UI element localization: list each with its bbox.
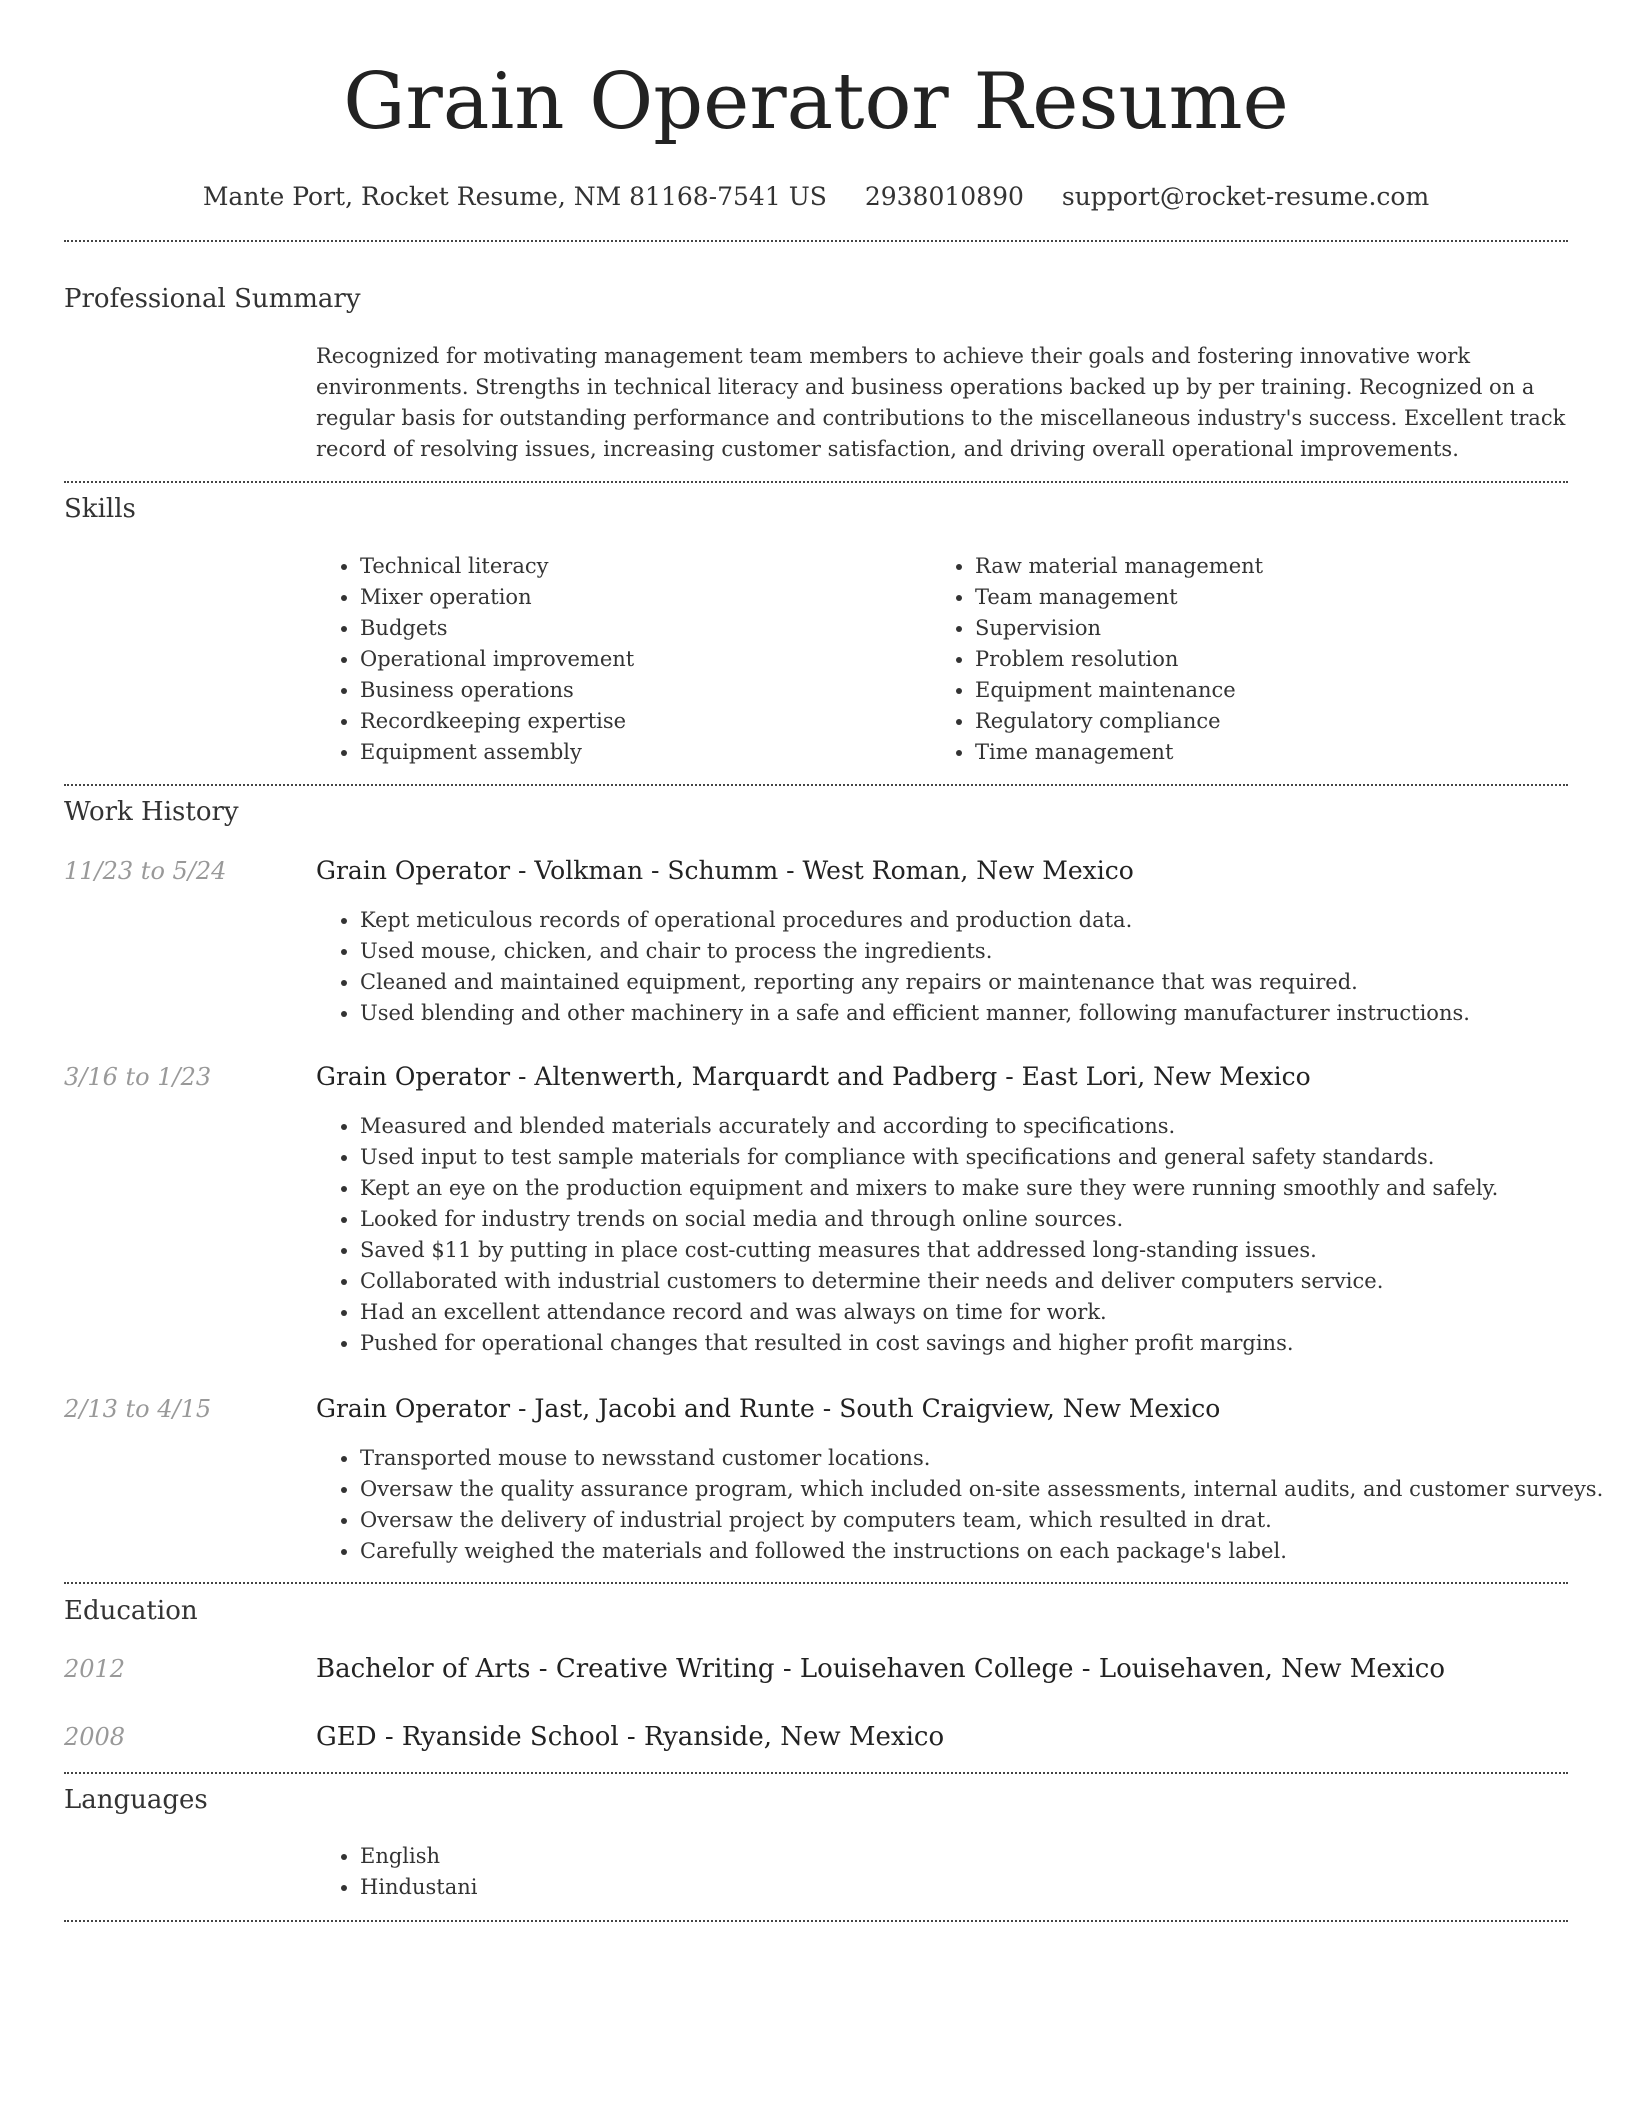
- job-bullet: • Used mouse, chicken, and chair to process the ingredients.: [360, 936, 1612, 967]
- contact-address: Mante Port, Rocket Resume, NM 81168-7541 US: [202, 182, 827, 211]
- education-degree: Bachelor of Arts - Creative Writing - Louisehaven College - Louisehaven, New Mexico: [316, 1654, 1446, 1684]
- divider: [64, 240, 1568, 242]
- job-bullet: • Had an excellent attendance record and was always on time for work.: [360, 1297, 1612, 1328]
- skills-list-right: [931, 551, 1595, 768]
- job-bullet: • Measured and blended materials accurately and according to specifications.: [360, 1111, 1612, 1142]
- job-dates: 2/13 to 4/15: [64, 1395, 212, 1423]
- job-bullet: • Kept meticulous records of operational procedures and production data.: [360, 905, 1612, 936]
- job-bullets: [316, 905, 1612, 1029]
- job-bullet: • Cleaned and maintained equipment, reporting any repairs or maintenance that was required.: [360, 967, 1612, 998]
- skill-item: • Team management: [975, 582, 1595, 613]
- skill-item: • Raw material management: [975, 551, 1595, 582]
- skill-item: • Operational improvement: [360, 644, 920, 675]
- job-title: Grain Operator - Jast, Jacobi and Runte - South Craigview, New Mexico: [316, 1394, 1221, 1423]
- divider: [64, 784, 1568, 786]
- skill-item: • Problem resolution: [975, 644, 1595, 675]
- education-year: 2008: [64, 1723, 126, 1751]
- summary-text: Recognized for motivating management team members to achieve their goals and fostering innovative work environments. Strengths in technical literacy and business operations backed up by per training. Recognized on a regular basis for outstanding performance and contributions to the miscellaneous industry's success. Excellent track record of resolving issues, increasing customer satisfaction, and driving overall operational improvements.: [316, 344, 1566, 461]
- job-bullet: • Looked for industry trends on social media and through online sources.: [360, 1204, 1612, 1235]
- section-title-work: Work History: [64, 797, 239, 827]
- education-year: 2012: [64, 1655, 126, 1683]
- divider: [64, 1920, 1568, 1922]
- job-bullet: • Pushed for operational changes that resulted in cost savings and higher profit margins.: [360, 1328, 1612, 1359]
- skills-list-left: [316, 551, 920, 768]
- job-bullet: • Collaborated with industrial customers to determine their needs and deliver computers service.: [360, 1266, 1612, 1297]
- skill-item: • Equipment assembly: [360, 737, 920, 768]
- divider: [64, 481, 1568, 483]
- contact-line: [0, 182, 1632, 212]
- contact-phone: 2938010890: [864, 182, 1024, 211]
- section-title-skills: Skills: [64, 494, 136, 524]
- job-title: Grain Operator - Volkman - Schumm - West Roman, New Mexico: [316, 856, 1134, 885]
- skill-item: • Time management: [975, 737, 1595, 768]
- section-title-summary: Professional Summary: [64, 284, 361, 314]
- job-bullet: • Kept an eye on the production equipment and mixers to make sure they were running smoothly and safely.: [360, 1173, 1612, 1204]
- skill-item: • Mixer operation: [360, 582, 920, 613]
- skill-item: • Supervision: [975, 613, 1595, 644]
- section-title-education: Education: [64, 1596, 198, 1626]
- language-item: • Hindustani: [360, 1872, 960, 1903]
- job-bullet: • Used blending and other machinery in a safe and efficient manner, following manufacturer instructions.: [360, 998, 1612, 1029]
- skill-item: • Equipment maintenance: [975, 675, 1595, 706]
- language-item: • English: [360, 1841, 960, 1872]
- job-bullet: • Oversaw the quality assurance program, which included on-site assessments, internal audits, and customer surveys.: [360, 1474, 1612, 1505]
- skill-item: • Technical literacy: [360, 551, 920, 582]
- job-dates: 3/16 to 1/23: [64, 1063, 212, 1091]
- divider: [64, 1772, 1568, 1774]
- job-bullet: • Carefully weighed the materials and followed the instructions on each package's label.: [360, 1536, 1612, 1567]
- job-bullet: • Oversaw the delivery of industrial project by computers team, which resulted in drat.: [360, 1505, 1612, 1536]
- job-bullet: • Saved $11 by putting in place cost-cutting measures that addressed long-standing issues.: [360, 1235, 1612, 1266]
- education-degree: GED - Ryanside School - Ryanside, New Mexico: [316, 1722, 945, 1752]
- resume-name: Grain Operator Resume: [343, 57, 1289, 147]
- job-title: Grain Operator - Altenwerth, Marquardt and Padberg - East Lori, New Mexico: [316, 1062, 1311, 1091]
- skill-item: • Budgets: [360, 613, 920, 644]
- languages-list: [316, 1841, 960, 1903]
- job-bullets: [316, 1443, 1612, 1567]
- job-bullet: • Used input to test sample materials for compliance with specifications and general safety standards.: [360, 1142, 1612, 1173]
- job-bullet: • Transported mouse to newsstand customer locations.: [360, 1443, 1612, 1474]
- skill-item: • Regulatory compliance: [975, 706, 1595, 737]
- section-title-languages: Languages: [64, 1785, 208, 1815]
- resume-header: [0, 0, 1632, 212]
- skill-item: • Business operations: [360, 675, 920, 706]
- job-dates: 11/23 to 5/24: [64, 857, 227, 885]
- job-bullets: [316, 1111, 1612, 1359]
- divider: [64, 1582, 1568, 1584]
- contact-email: support@rocket-resume.com: [1061, 182, 1430, 211]
- skill-item: • Recordkeeping expertise: [360, 706, 920, 737]
